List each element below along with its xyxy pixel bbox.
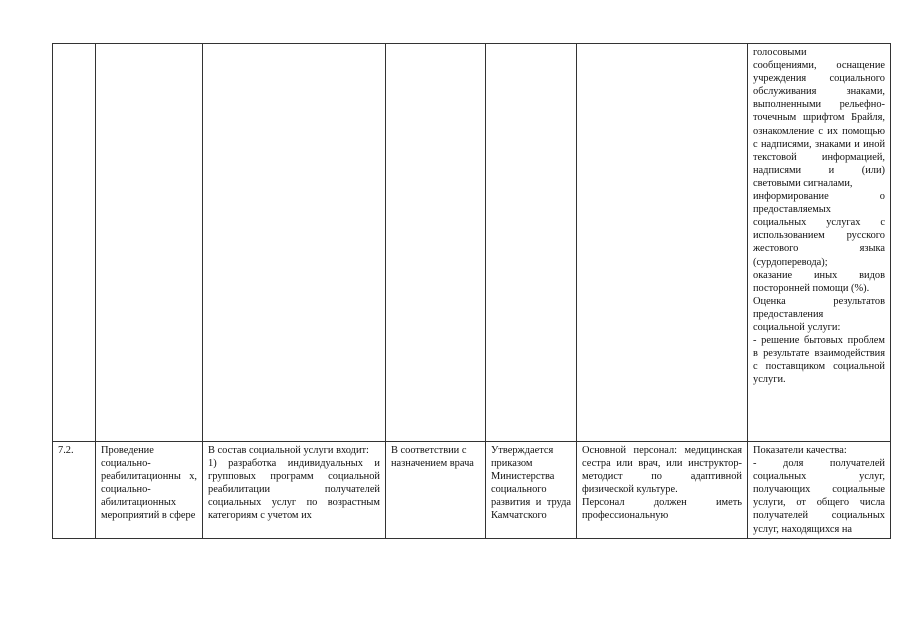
table-row-7-2 <box>53 442 891 539</box>
table-row-continuation <box>53 44 891 442</box>
cell-empty-content <box>203 44 386 442</box>
cell-service-content: В состав социальной услуги входит: 1) разработка индивидуальных и групповых программ социальной реабилитации получателей социальных услуг по возрастным категориям с учетом их <box>203 442 386 539</box>
cell-empty-term <box>386 44 486 442</box>
cell-quality-continuation: голосовыми сообщениями, оснащение учреждения социального обслуживания знаками, выполненными рельефно-точечным шрифтом Брайля, ознакомление с их помощью с надписями, знаками и иной текстовой информацией, надписями и (или) световыми сигналами, информирование о предоставляемых социальных услугах с использованием русского жестового языка (сурдоперевода); оказание иных видов посторонней помощи (%). Оценка результатов предоставления социальной услуги: - решение бытовых проблем в результате взаимодействия с поставщиком социальной услуги. <box>748 44 891 442</box>
cell-service-staff: Основной персонал: медицинская сестра или врач, или инструктор-методист по адаптивной физической культуре. Персонал должен иметь профессиональную <box>577 442 748 539</box>
cell-empty-staff <box>577 44 748 442</box>
cell-service-number: 7.2. <box>53 442 96 539</box>
cell-service-name: Проведение социально-реабилитационны х, социально-абилитационных мероприятий в сфере <box>96 442 203 539</box>
cell-empty-tariff <box>486 44 577 442</box>
social-services-table <box>52 43 891 539</box>
cell-service-term: В соответствии с назначением врача <box>386 442 486 539</box>
cell-empty-number <box>53 44 96 442</box>
cell-service-tariff: Утверждается приказом Министерства социального развития и труда Камчатского <box>486 442 577 539</box>
cell-empty-name <box>96 44 203 442</box>
cell-service-quality: Показатели качества: - доля получателей социальных услуг, получающих социальные услуги, от общего числа получателей социальных услуг, находящихся на <box>748 442 891 539</box>
